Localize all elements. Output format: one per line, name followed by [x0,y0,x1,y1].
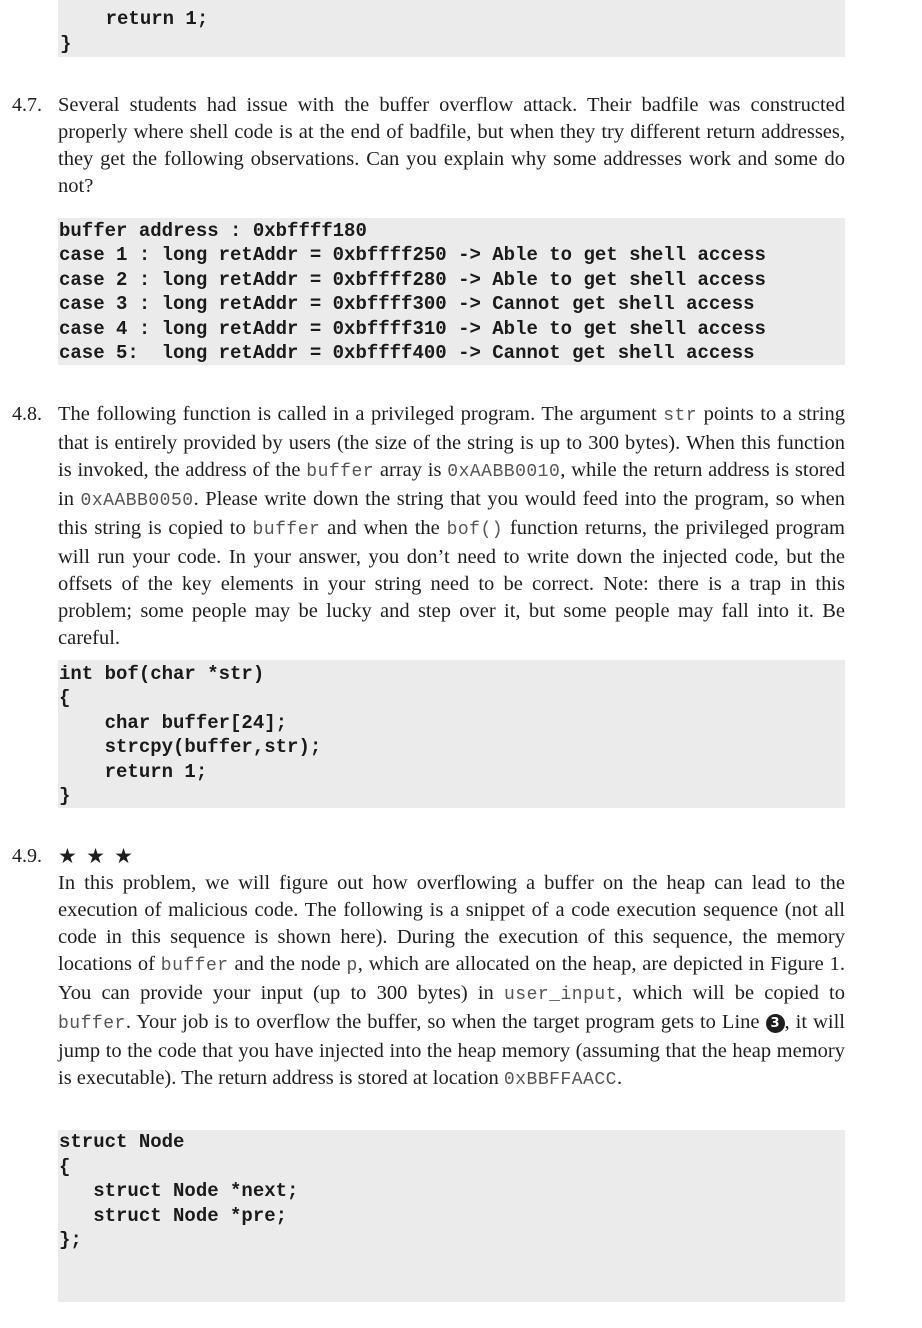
inline-code: 0xAABB0010 [447,462,561,482]
q47-code-block [58,218,845,365]
difficulty-stars: ★ ★ ★ [58,844,135,868]
inline-code: 0xAABB0050 [80,491,194,511]
inline-code: user_input [503,985,618,1005]
inline-code: buffer [58,1014,126,1034]
q49-code-block [58,1130,845,1302]
question-number-4-8: 4.8. [12,403,42,425]
code-line: }; [59,1229,82,1251]
question-number-4-9: 4.9. [12,845,42,867]
inline-code: bof() [446,520,504,540]
code-line: struct Node *next; [59,1180,299,1202]
code-line: strcpy(buffer,str); [59,736,322,758]
code-line: } [59,785,71,807]
question-4-8-text: The following function is called in a privileged program. The argument str points to a string that is entirely provided by users (the size of the string is up to 300 bytes). When this function is invoked, the address of the buffer array is 0xAABB0010, while the return address is stored in 0xAABB0050. Please write down the string that you would feed into the program, so when this string is copied to buffer and when the bof() function returns, the privileged program will run your code. In your answer, you don’t need to write down the injected code, but the offsets of the key elements in your string need to be correct. Note: there is a trap in this problem; some people may be lucky and step over it, but some people may fall into it. Be careful. [58,403,845,649]
inline-code: buffer [160,956,229,976]
inline-code: str [663,406,698,426]
code-line: struct Node *pre; [59,1205,288,1227]
question-number-4-7: 4.7. [12,94,42,116]
question-4-7-text: Several students had issue with the buffer overflow attack. Their badfile was constructed properly where shell code is at the end of badfile, but when they try different return addresses, they get the following observations. Can you explain why some addresses work and some do not? [58,94,845,197]
code-line: case 2 : long retAddr = 0xbffff280 -> Able to get shell access [59,269,766,291]
code-line: return 1; [59,761,208,783]
code-line: case 1 : long retAddr = 0xbffff250 -> Able to get shell access [59,244,766,266]
inline-code: 0xBBFFAACC [503,1070,617,1090]
code-line: int bof(char *str) [59,663,265,685]
code-line: buffer address : 0xbffff180 [59,220,367,242]
inline-code: buffer [306,462,375,482]
code-line: { [59,1156,71,1178]
code-line: struct Node [59,1131,185,1153]
code-line: } [60,33,72,55]
code-line: case 5: long retAddr = 0xbffff400 -> Cannot get shell access [59,342,755,364]
inline-code: p [346,956,358,976]
inline-code: buffer [252,520,321,540]
q48-code-block [58,660,845,808]
line-marker-icon: 3 [766,1014,785,1033]
top-code-block [58,0,845,57]
code-line: { [59,687,71,709]
code-line: case 3 : long retAddr = 0xbffff300 -> Cannot get shell access [59,293,755,315]
code-line: char buffer[24]; [59,712,288,734]
code-line: return 1; [60,8,209,30]
code-line: case 4 : long retAddr = 0xbffff310 -> Able to get shell access [59,318,766,340]
question-4-9-text: In this problem, we will figure out how overflowing a buffer on the heap can lead to the execution of malicious code. The following is a snippet of a code execution sequence (not all code in this sequence is shown here). During the execution of this sequence, the memory locations of buffer and the node p, which are allocated on the heap, are depicted in Figure 1. You can provide your input (up to 300 bytes) in user_input, which will be copied to buffer. Your job is to overflow the buffer, so when the target program gets to Line 3 , it will jump to the code that you have injected into the heap memory (assuming that the heap memory is executable). The return address is stored at location 0xBBFFAACC. [58,872,846,1090]
